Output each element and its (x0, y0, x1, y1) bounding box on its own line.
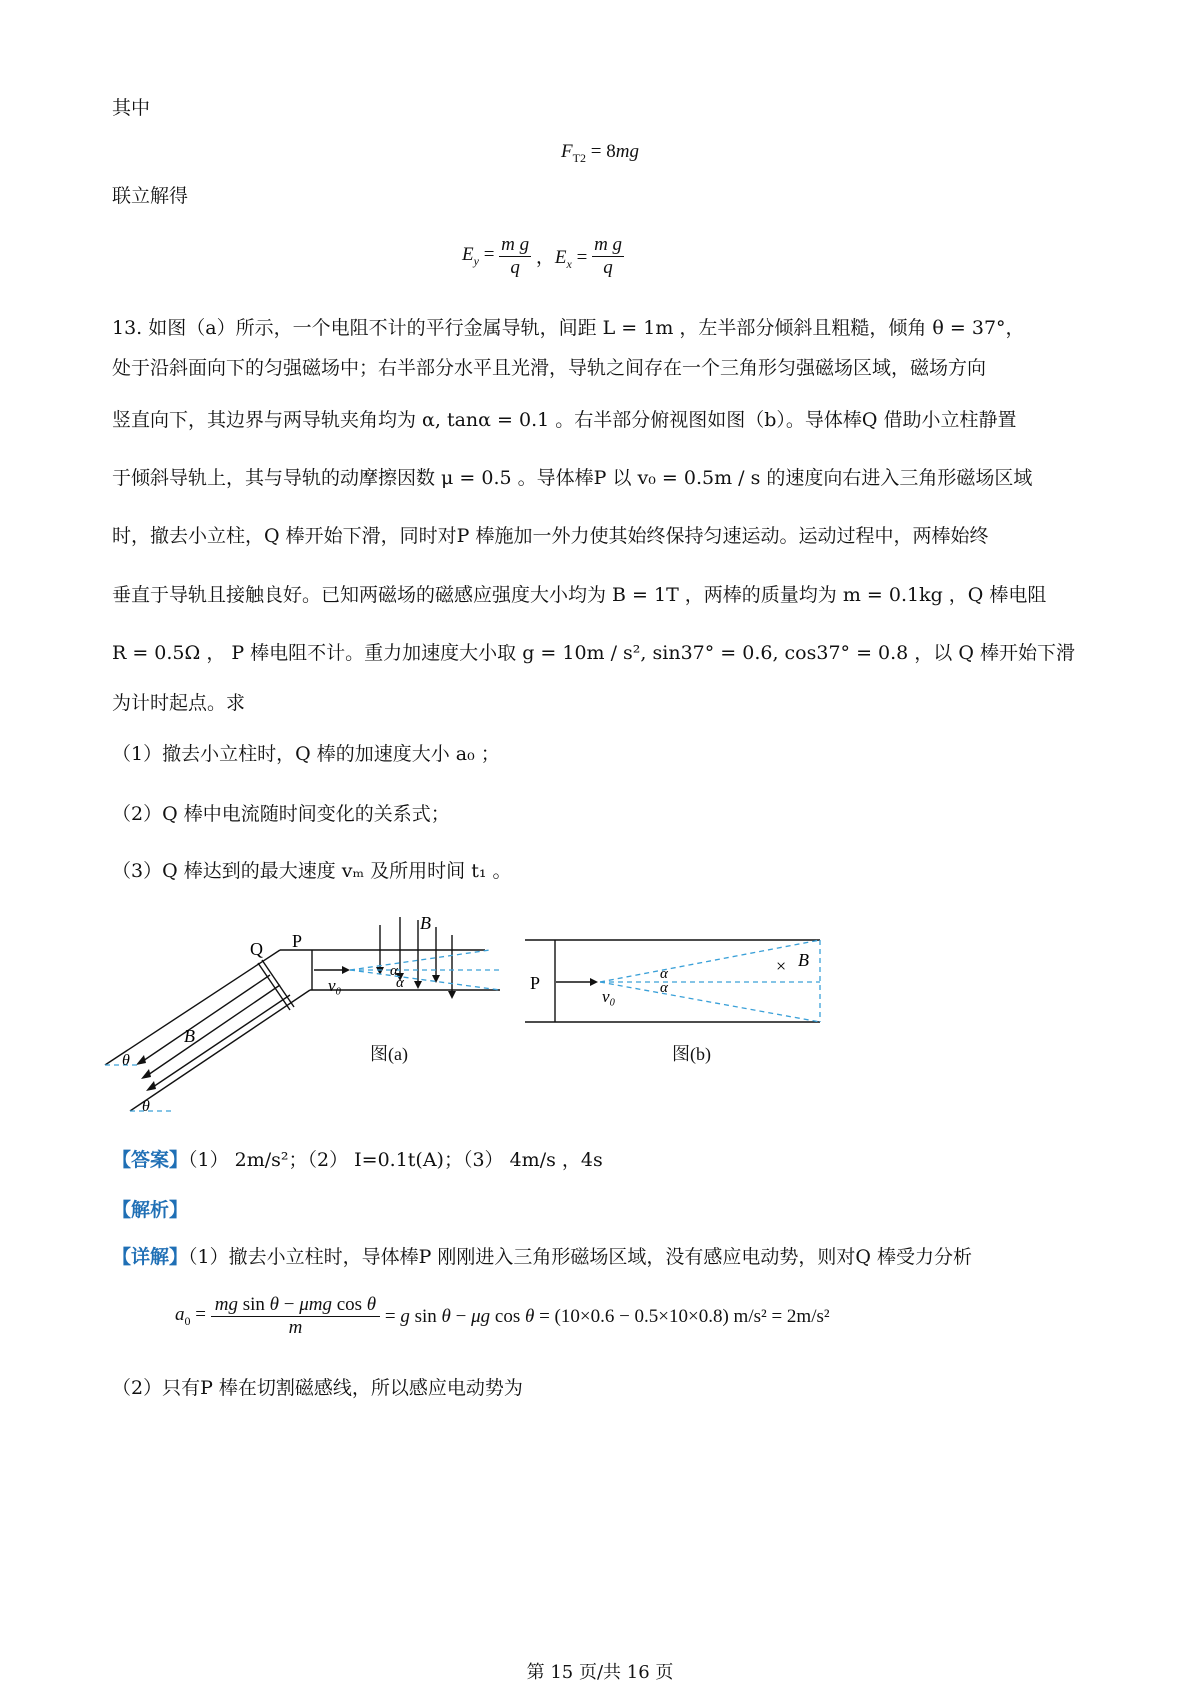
sub-question-2: （2）Q 棒中电流随时间变化的关系式； (112, 803, 450, 825)
sub-question-1: （1）撤去小立柱时，Q 棒的加速度大小 a₀ ； (112, 743, 500, 765)
question-line: 垂直于导轨且接触良好。已知两磁场的磁感应强度大小均为 B = 1T ，两棒的质量均为 m = 0.1kg ，Q 棒电阻 (112, 584, 1047, 606)
question-line: 处于沿斜面向下的匀强磁场中；右半部分水平且光滑，导轨之间存在一个三角形匀强磁场区域，磁场方向 (112, 357, 987, 379)
text-line: 联立解得 (112, 185, 189, 207)
formula-a0: $a_0$ = mg sin θ − μmg cos θ m = g sin θ − μg cos θ = (10×0.6 − 0.5×10×0.8) m/s² = 2m/s² (175, 1294, 830, 1338)
figure-b (520, 930, 830, 1030)
answer-line (112, 1148, 603, 1172)
label-theta: θ (122, 1052, 130, 1069)
label-alpha: α (390, 963, 398, 979)
figure-a (100, 905, 520, 1125)
label-v0: v₀ (328, 976, 342, 995)
question-line: 时，撤去小立柱，Q 棒开始下滑，同时对P 棒施加一外力使其始终保持匀速运动。运动过程中，两棒始终 (112, 525, 989, 547)
detail-tag: 【详解】 (112, 1246, 189, 1268)
label-q: Q (250, 939, 263, 959)
detail-text: （1）撤去小立柱时，导体棒P 刚刚进入三角形磁场区域，没有感应电动势，则对Q 棒受力分析 (188, 1246, 973, 1268)
label-v0: v₀ (602, 987, 616, 1006)
question-line: 竖直向下，其边界与两导轨夹角均为 α, tanα = 0.1 。右半部分俯视图如图（b）。导体棒Q 借助小立柱静置 (112, 409, 1017, 431)
text-line: （2）只有P 棒在切割磁感线，所以感应电动势为 (112, 1377, 523, 1399)
label-alpha: α (396, 975, 404, 991)
formula-ft2: $F_{T2} = 8mg$ (561, 141, 639, 165)
sub-question-3: （3）Q 棒达到的最大速度 vₘ 及所用时间 t₁ 。 (112, 860, 512, 882)
analysis-tag-line (112, 1198, 188, 1222)
formula-e: $E_y$ = $\frac{\text{m g}}{q}$ ，$E_x$ = $\frac{\text{m g}}{q}$ (462, 234, 623, 278)
question-line: 为计时起点。求 (112, 692, 246, 714)
text-line: 其中 (112, 97, 151, 119)
page-footer: 第 15 页/共 16 页 (526, 1662, 674, 1683)
label-p: P (530, 973, 541, 993)
label-b-slope: B (184, 1026, 195, 1046)
label-b-top: B (420, 913, 431, 933)
cross-icon: × (776, 956, 787, 976)
question-line: R = 0.5Ω ， P 棒电阻不计。重力加速度大小取 g = 10m / s², sin37° = 0.6, cos37° = 0.8 ，以 Q 棒开始下滑 (112, 642, 1075, 664)
detail-line (112, 1245, 972, 1269)
question-line: 于倾斜导轨上，其与导轨的动摩擦因数 μ = 0.5 。导体棒P 以 v₀ = 0.5m / s 的速度向右进入三角形磁场区域 (112, 467, 1033, 489)
label-b: B (798, 950, 809, 970)
caption-a: 图(a) (370, 1044, 408, 1064)
answer-text: （1） 2m/s²；（2） I=0.1t(A)；（3） 4m/s ，4s (188, 1149, 603, 1171)
question-line: 13. 如图（a）所示，一个电阻不计的平行金属导轨，间距 L = 1m ，左半部分倾斜且粗糙，倾角 θ = 37°， (112, 317, 1025, 339)
label-alpha: α (660, 980, 668, 996)
caption-b: 图(b) (672, 1044, 711, 1064)
answer-tag: 【答案】 (112, 1149, 189, 1171)
label-p: P (292, 931, 303, 951)
label-alpha: α (660, 966, 668, 982)
label-theta: θ (142, 1098, 150, 1115)
analysis-tag: 【解析】 (112, 1199, 189, 1221)
